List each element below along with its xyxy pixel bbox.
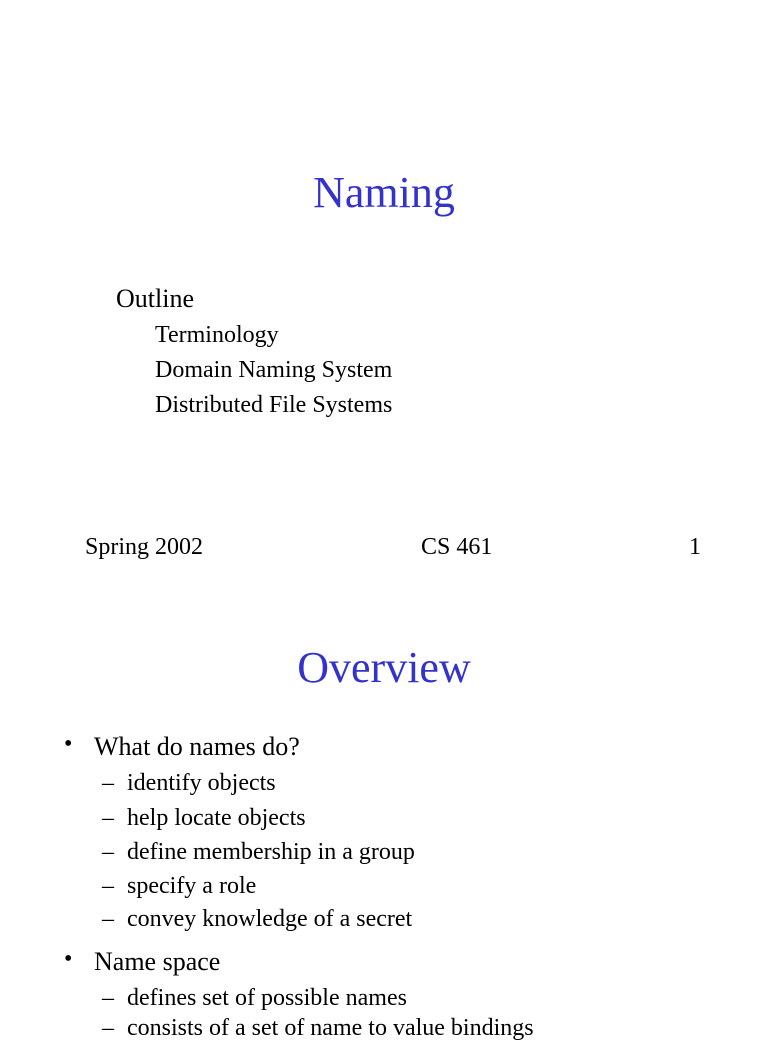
outline-item-dfs: Distributed File Systems bbox=[155, 392, 393, 418]
slide2-title: Overview bbox=[297, 643, 471, 692]
footer-date: Spring 2002 bbox=[85, 534, 204, 560]
outline-item-terminology: Terminology bbox=[155, 322, 279, 348]
dash-icon: – bbox=[102, 1015, 114, 1041]
sub-item-text: consists of a set of name to value bindings bbox=[127, 1015, 534, 1041]
sub-item-text: defines set of possible names bbox=[127, 985, 407, 1011]
bullet-icon: • bbox=[64, 946, 73, 972]
outline-item-dns: Domain Naming System bbox=[155, 357, 393, 383]
outline-heading: Outline bbox=[116, 284, 194, 313]
slide1-title: Naming bbox=[313, 168, 455, 217]
dash-icon: – bbox=[102, 985, 114, 1011]
bullet-text: What do names do? bbox=[94, 732, 300, 761]
dash-icon: – bbox=[102, 873, 114, 899]
sub-item-text: specify a role bbox=[127, 873, 257, 899]
footer-page-number: 1 bbox=[689, 534, 701, 560]
dash-icon: – bbox=[102, 839, 114, 865]
dash-icon: – bbox=[102, 906, 114, 932]
sub-item-text: identify objects bbox=[127, 770, 276, 796]
dash-icon: – bbox=[102, 770, 114, 796]
sub-item-text: convey knowledge of a secret bbox=[127, 906, 413, 932]
sub-item-text: define membership in a group bbox=[127, 839, 415, 865]
footer-course: CS 461 bbox=[421, 534, 493, 560]
sub-item-text: help locate objects bbox=[127, 805, 306, 831]
bullet-icon: • bbox=[64, 731, 73, 757]
dash-icon: – bbox=[102, 805, 114, 831]
bullet-text: Name space bbox=[94, 947, 221, 976]
